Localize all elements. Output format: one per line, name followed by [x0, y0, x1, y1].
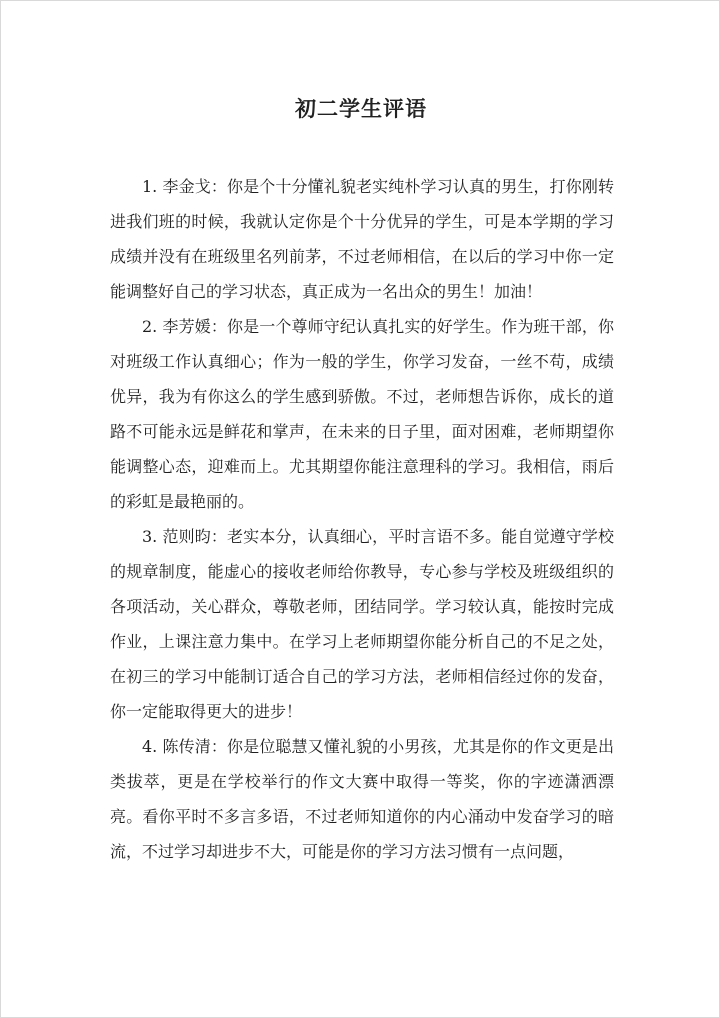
comment-paragraph-3: 3. 范则昀：老实本分，认真细心，平时言语不多。能自觉遵守学校的规章制度，能虚心的接收老师给你教导，专心参与学校及班级组织的各项活动，关心群众，尊敬老师，团结同学。学习较认真，能按时完成作业，上课注意力集中。在学习上老师期望你能分析自己的不足之处，在初三的学习中能制订适合自己的学习方法，老师相信经过你的发奋，你一定能取得更大的进步！ [110, 527, 614, 721]
document-body [110, 169, 614, 869]
document-title: 初二学生评语 [295, 96, 427, 121]
comment-paragraph-1: 1. 李金戈：你是个十分懂礼貌老实纯朴学习认真的男生，打你刚转进我们班的时候，我就认定你是个十分优异的学生，可是本学期的学习成绩并没有在班级里名列前茅，不过老师相信，在以后的学习中你一定能调整好自己的学习状态，真正成为一名出众的男生！加油！ [110, 177, 614, 301]
comment-paragraph-2: 2. 李芳媛：你是一个尊师守纪认真扎实的好学生。作为班干部，你对班级工作认真细心；作为一般的学生，你学习发奋，一丝不苟，成绩优异，我为有你这么的学生感到骄傲。不过，老师想告诉你，成长的道路不可能永远是鲜花和掌声，在未来的日子里，面对困难，老师期望你能调整心态，迎难而上。尤其期望你能注意理科的学习。我相信，雨后的彩虹是最艳丽的。 [110, 317, 614, 511]
comment-paragraph-4: 4. 陈传清：你是位聪慧又懂礼貌的小男孩，尤其是你的作文更是出类拔萃，更是在学校举行的作文大赛中取得一等奖，你的字迹潇洒漂亮。看你平时不多言多语，不过老师知道你的内心涌动中发奋学习的暗流，不过学习却进步不大，可能是你的学习方法习惯有一点问题， [110, 737, 614, 861]
